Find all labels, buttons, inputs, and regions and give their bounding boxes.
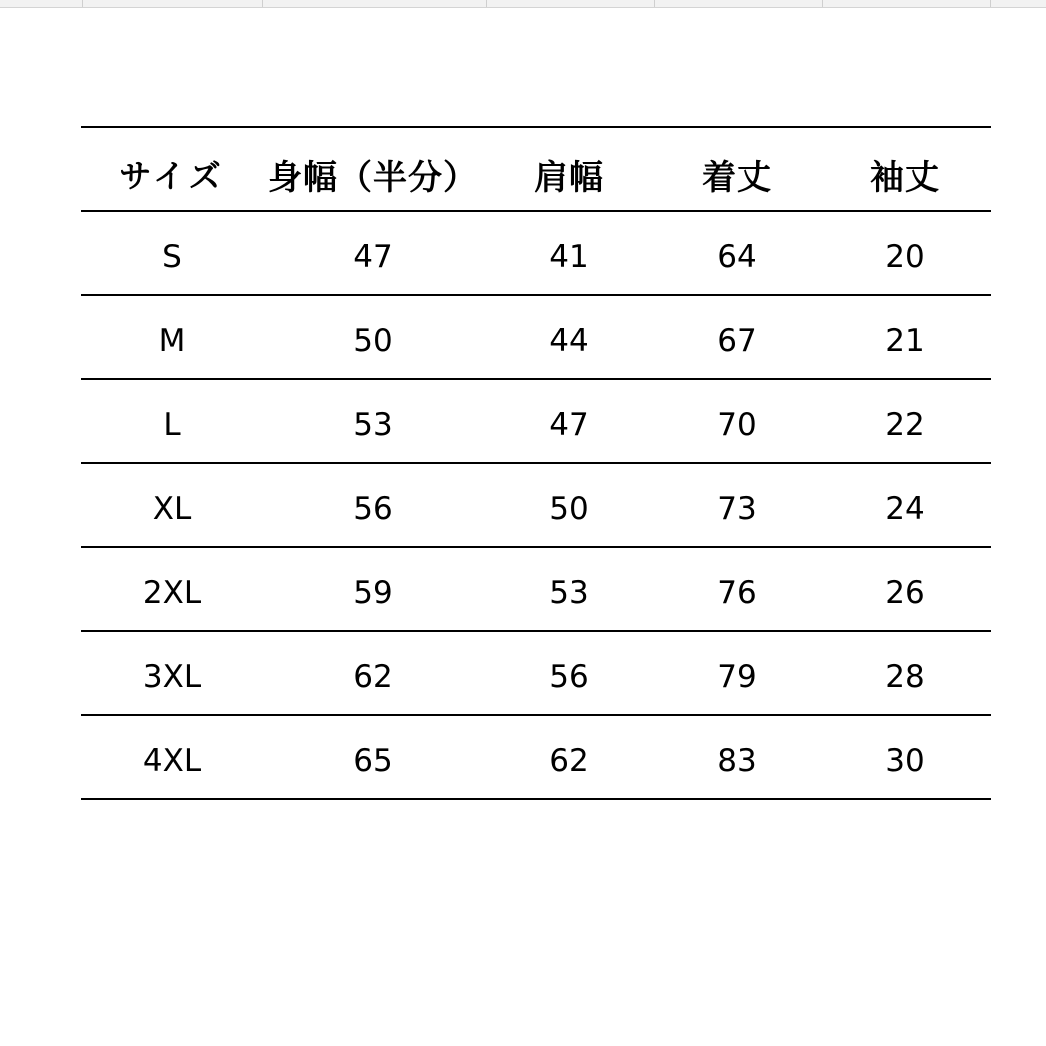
cell-size: M	[81, 295, 263, 379]
cell-size: XL	[81, 463, 263, 547]
column-separator	[654, 0, 655, 7]
table-header-row	[81, 127, 991, 211]
cell-shoulder-width: 53	[483, 547, 655, 631]
cell-length: 83	[655, 715, 819, 799]
cell-size: 2XL	[81, 547, 263, 631]
table-row	[81, 379, 991, 463]
cell-body-width: 53	[263, 379, 483, 463]
table-row	[81, 463, 991, 547]
table-row	[81, 715, 991, 799]
cell-size: S	[81, 211, 263, 295]
cell-length: 76	[655, 547, 819, 631]
spreadsheet-column-strip	[0, 0, 1046, 8]
column-separator	[822, 0, 823, 7]
cell-length: 73	[655, 463, 819, 547]
cell-length: 79	[655, 631, 819, 715]
cell-body-width: 65	[263, 715, 483, 799]
cell-sleeve-length: 28	[819, 631, 991, 715]
cell-body-width: 47	[263, 211, 483, 295]
cell-shoulder-width: 47	[483, 379, 655, 463]
cell-length: 70	[655, 379, 819, 463]
size-chart-table	[81, 126, 991, 800]
column-separator	[486, 0, 487, 7]
cell-size: 4XL	[81, 715, 263, 799]
header-sleeve-length: 袖丈	[819, 127, 991, 211]
column-separator	[262, 0, 263, 7]
cell-sleeve-length: 21	[819, 295, 991, 379]
cell-shoulder-width: 50	[483, 463, 655, 547]
cell-shoulder-width: 56	[483, 631, 655, 715]
cell-sleeve-length: 20	[819, 211, 991, 295]
cell-size: L	[81, 379, 263, 463]
table-row	[81, 211, 991, 295]
cell-length: 64	[655, 211, 819, 295]
column-separator	[82, 0, 83, 7]
cell-shoulder-width: 62	[483, 715, 655, 799]
column-separator	[990, 0, 991, 7]
header-body-width-half: 身幅（半分）	[263, 127, 483, 211]
header-shoulder-width: 肩幅	[483, 127, 655, 211]
header-length: 着丈	[655, 127, 819, 211]
table-row	[81, 547, 991, 631]
cell-length: 67	[655, 295, 819, 379]
cell-sleeve-length: 30	[819, 715, 991, 799]
cell-sleeve-length: 24	[819, 463, 991, 547]
cell-sleeve-length: 22	[819, 379, 991, 463]
cell-body-width: 62	[263, 631, 483, 715]
cell-shoulder-width: 44	[483, 295, 655, 379]
cell-body-width: 56	[263, 463, 483, 547]
cell-size: 3XL	[81, 631, 263, 715]
header-size: サイズ	[81, 127, 263, 211]
cell-body-width: 59	[263, 547, 483, 631]
table-row	[81, 295, 991, 379]
cell-shoulder-width: 41	[483, 211, 655, 295]
table-row	[81, 631, 991, 715]
cell-body-width: 50	[263, 295, 483, 379]
cell-sleeve-length: 26	[819, 547, 991, 631]
